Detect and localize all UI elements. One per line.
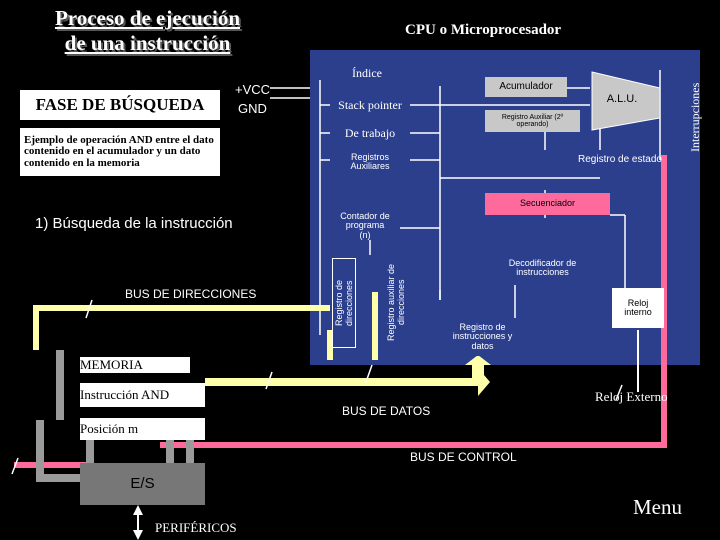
gnd-label: GND bbox=[238, 101, 267, 116]
registro-auxiliar-box: Registro Auxiliar (2º operando) bbox=[501, 113, 564, 128]
secuenciador-box: Secuenciador bbox=[485, 193, 610, 215]
data-bus-up-arrow bbox=[465, 355, 491, 378]
cpu-title: CPU o Microprocesador bbox=[405, 22, 562, 38]
io-arrow bbox=[133, 505, 143, 540]
indice-label: Índice bbox=[352, 66, 382, 80]
registro-aux-direcciones-box: Registro auxiliar de direcciones bbox=[386, 263, 406, 341]
memoria-label: MEMORIA bbox=[80, 357, 190, 373]
reloj-externo-label: Reloj Externo bbox=[595, 389, 668, 404]
registro-instrucciones-box: Registro de instrucciones y datos bbox=[430, 318, 535, 356]
vcc-label: +VCC bbox=[235, 82, 271, 97]
contador-programa-box: Contador de programa (n) bbox=[340, 210, 390, 240]
reloj-interno-box: Reloj interno bbox=[612, 288, 664, 328]
acumulador-box: Acumulador bbox=[499, 80, 553, 92]
title-line-1: Proceso de ejecución bbox=[54, 6, 241, 30]
step-label: 1) Búsqueda de la instrucción bbox=[35, 215, 233, 232]
perifericos-label: PERIFÉRICOS bbox=[155, 520, 237, 535]
data-bus-arrow bbox=[205, 368, 490, 396]
decodificador-box: Decodificador de instrucciones bbox=[490, 252, 595, 284]
title-line-2: de una instrucción bbox=[64, 31, 231, 55]
menu-link[interactable]: Menu bbox=[633, 495, 682, 519]
page-title bbox=[30, 6, 265, 56]
posicion-m-box: Posición m bbox=[80, 418, 205, 440]
phase-label: FASE DE BÚSQUEDA bbox=[20, 90, 220, 120]
stack-pointer-box: Stack pointer bbox=[330, 95, 410, 115]
registros-auxiliares-box: Registros Auxiliares bbox=[350, 151, 390, 171]
de-trabajo-box: De trabajo bbox=[344, 125, 396, 140]
bus-control-label: BUS DE CONTROL bbox=[410, 450, 517, 464]
instruccion-and-box: Instrucción AND bbox=[80, 383, 205, 407]
alu-label: A.L.U. bbox=[606, 93, 638, 106]
address-bus-lines bbox=[36, 292, 375, 360]
es-box: E/S bbox=[80, 463, 205, 505]
registro-estado-box: Registro de estado bbox=[578, 153, 662, 165]
bus-direcciones-label: BUS DE DIRECCIONES bbox=[125, 287, 257, 301]
bus-datos-label: BUS DE DATOS bbox=[342, 404, 431, 418]
example-text: Ejemplo de operación AND entre el dato contenido en el acumulador y un dato contenido en la memoria bbox=[20, 128, 220, 176]
registro-direcciones-box: Registro de direcciones bbox=[332, 258, 356, 348]
interrupciones-label: Interrupciones bbox=[688, 82, 702, 153]
